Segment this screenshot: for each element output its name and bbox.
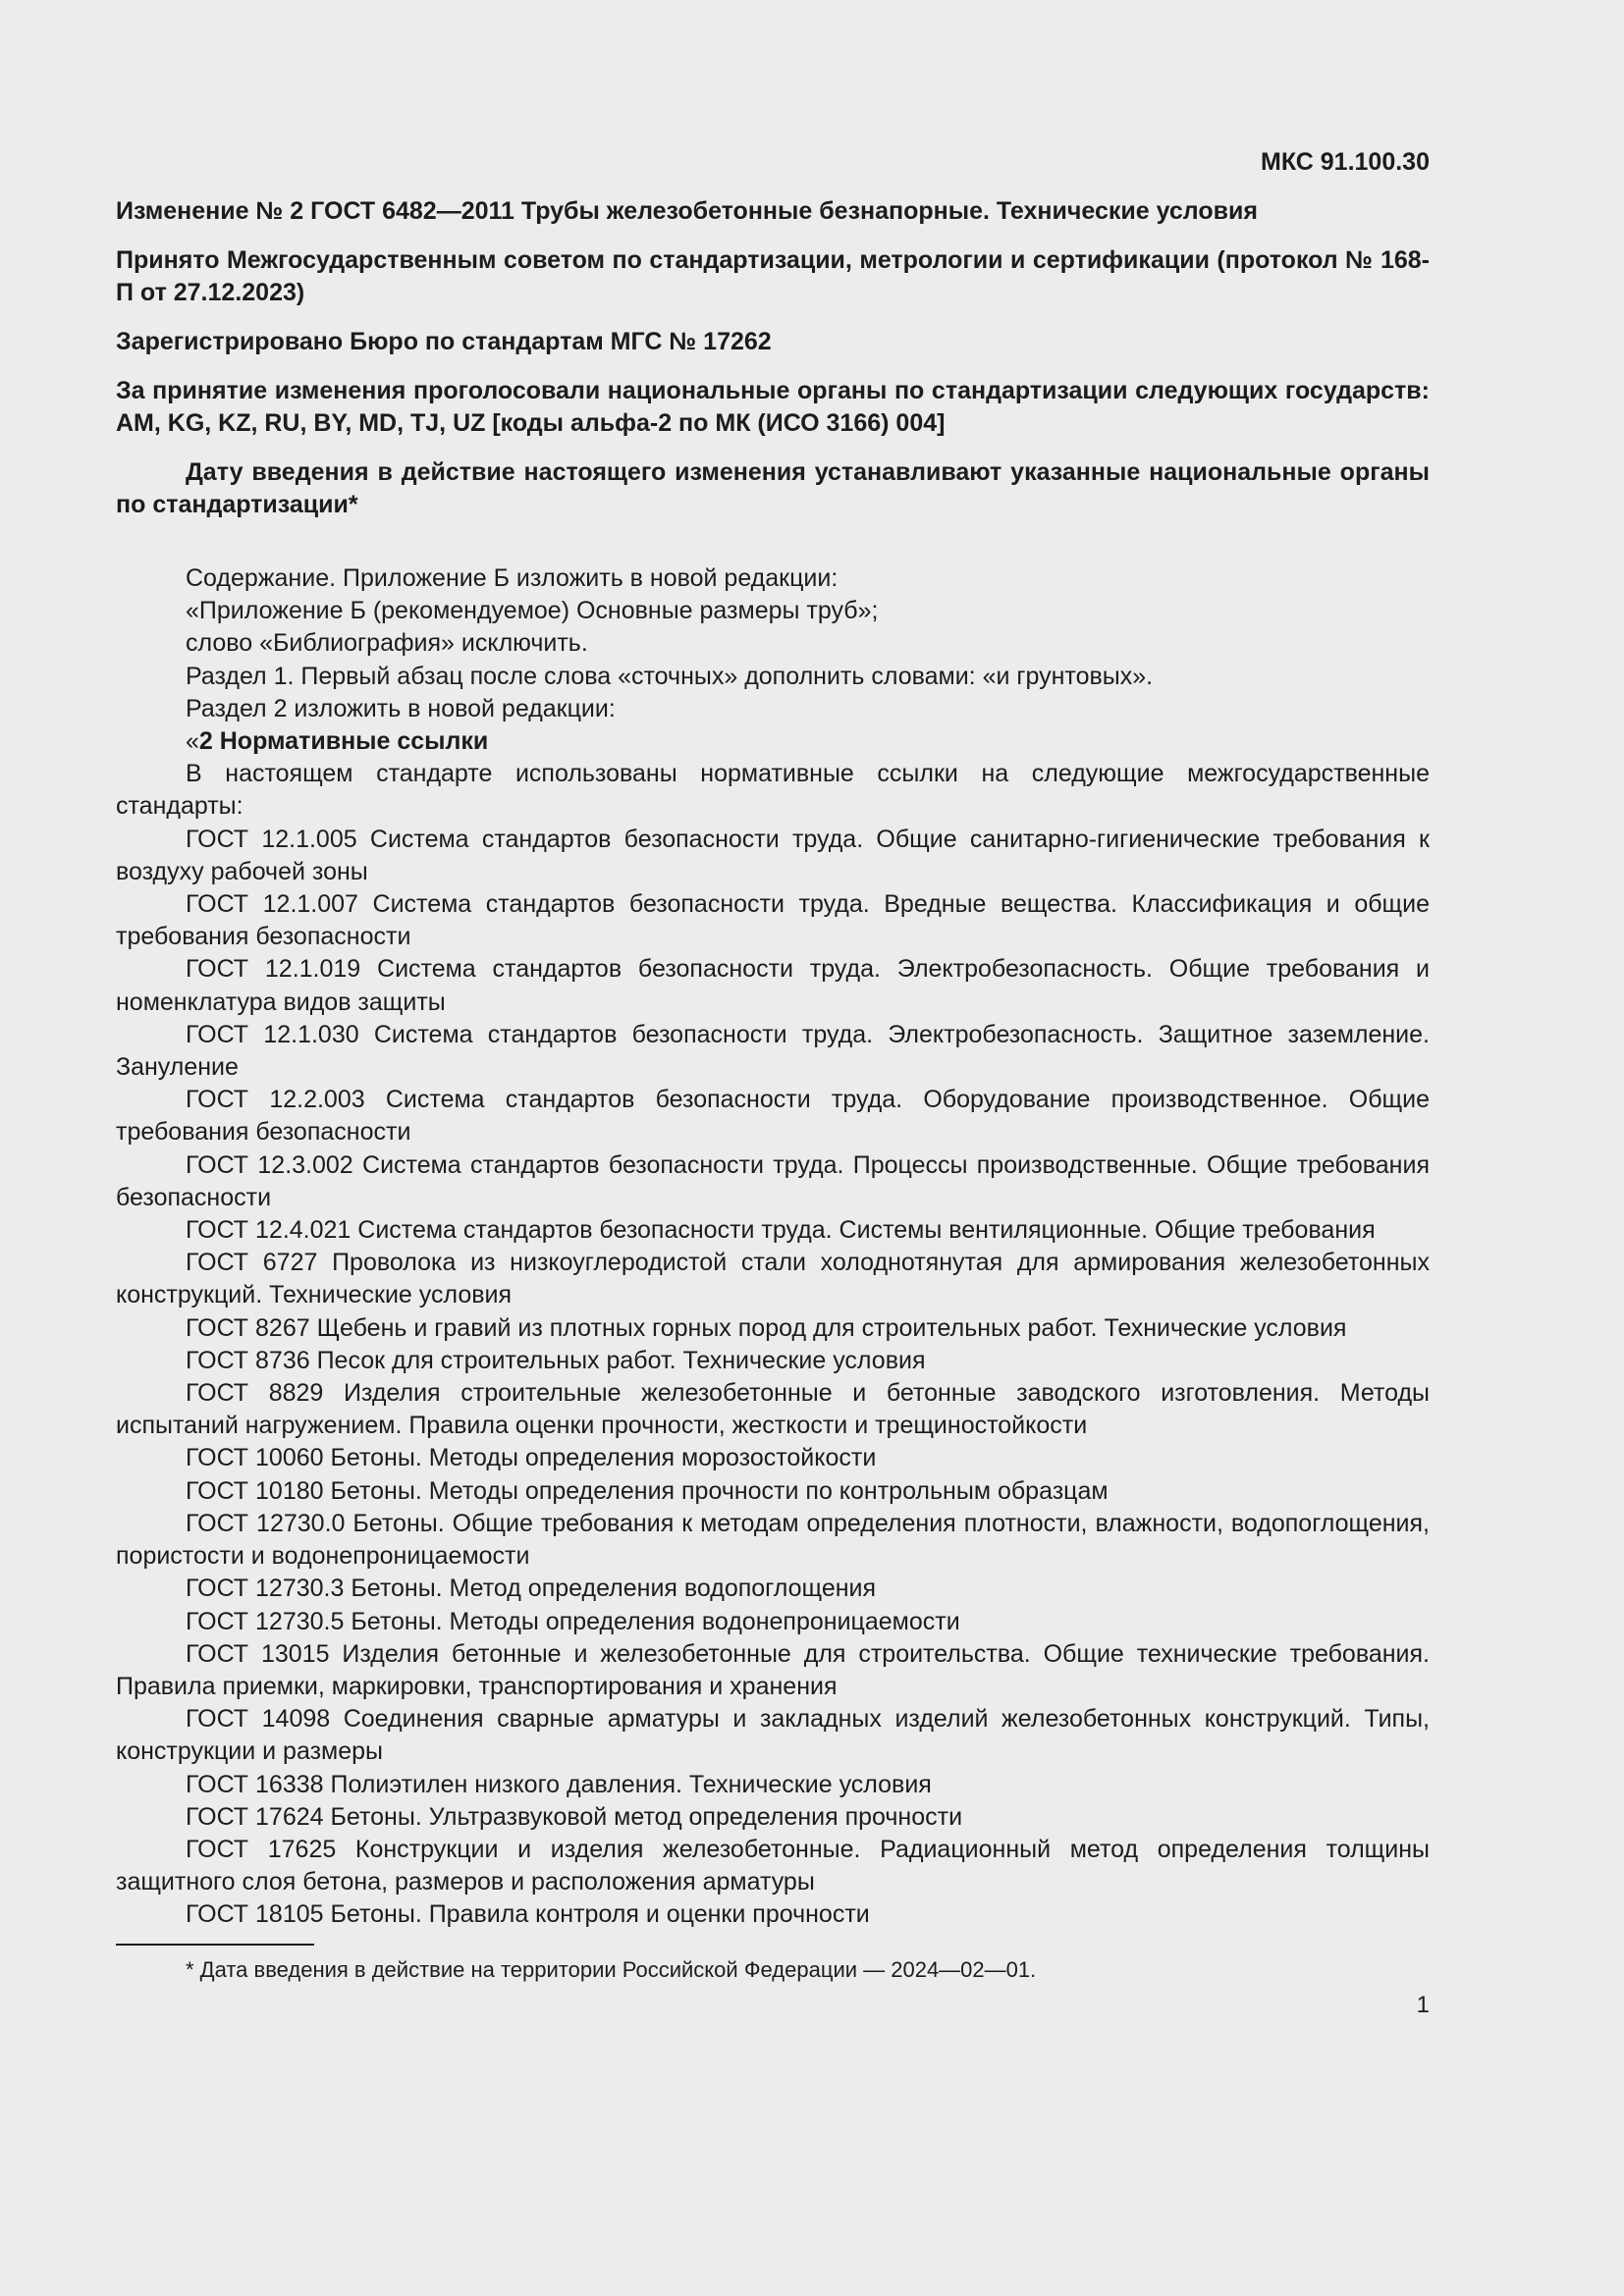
ref-item: ГОСТ 12.1.030 Система стандартов безопасности труда. Электробезопасность. Защитное заземление. Зануление (116, 1020, 1430, 1082)
bibliography-paragraph: слово «Библиография» исключить. (186, 629, 588, 658)
ref-item: ГОСТ 10180 Бетоны. Методы определения прочности по контрольным образцам (186, 1476, 1109, 1505)
ref-item: ГОСТ 10060 Бетоны. Методы определения морозостойкости (186, 1444, 877, 1472)
ref-item: ГОСТ 13015 Изделия бетонные и железобетонные для строительства. Общие технические требования. Правила приемки, маркировки, транспортирования и хранения (116, 1639, 1430, 1700)
ref-item: ГОСТ 12730.0 Бетоны. Общие требования к методам определения плотности, влажности, водопоглощения, пористости и водонепроницаемости (116, 1509, 1430, 1571)
ref-item: ГОСТ 16338 Полиэтилен низкого давления. Технические условия (186, 1770, 932, 1798)
section2-heading-paragraph (116, 725, 1430, 758)
section1-paragraph: Раздел 1. Первый абзац после слова «сточных» дополнить словами: «и грунтовых». (186, 662, 1154, 690)
effective-date-note: Дату введения в действие настоящего изменения устанавливают указанные национальные органы по стандартизации* (116, 458, 1430, 518)
ref-item: ГОСТ 8829 Изделия строительные железобетонные и бетонные заводского изготовления. Методы испытаний нагружением. Правила оценки прочности, жесткости и трещиностойкости (116, 1379, 1430, 1440)
section2-intro-paragraph: Раздел 2 изложить в новой редакции: (186, 694, 616, 722)
ref-item: ГОСТ 12.4.021 Система стандартов безопасности труда. Системы вентиляционные. Общие требования (186, 1216, 1376, 1245)
ref-item: ГОСТ 17625 Конструкции и изделия железобетонные. Радиационный метод определения толщины защитного слоя бетона, размеров и расположения арматуры (116, 1835, 1430, 1896)
footnote: * Дата введения в действие на территории Российской Федерации — 2024—02—01. (186, 1956, 1037, 1982)
ref-item: ГОСТ 12730.5 Бетоны. Методы определения водонепроницаемости (186, 1607, 960, 1635)
ref-item: ГОСТ 12.1.019 Система стандартов безопасности труда. Электробезопасность. Общие требования и номенклатура видов защиты (116, 955, 1430, 1016)
adopted-by: Принято Межгосударственным советом по стандартизации, метрологии и сертификации (протокол № 168-П от 27.12.2023) (116, 246, 1430, 306)
appendix-title-paragraph: «Приложение Б (рекомендуемое) Основные размеры труб»; (186, 597, 879, 625)
mks-code: МКС 91.100.30 (1261, 148, 1430, 176)
opening-quote: « (186, 727, 199, 756)
ref-item: ГОСТ 12.3.002 Система стандартов безопасности труда. Процессы производственные. Общие требования безопасности (116, 1150, 1430, 1211)
voted-countries: За принятие изменения проголосовали национальные органы по стандартизации следующих государств: AM, KG, KZ, RU, BY, MD, TJ, UZ [коды альфа-2 по МК (ИСО 3166) 004] (116, 377, 1430, 437)
ref-item: ГОСТ 8267 Щебень и гравий из плотных горных пород для строительных работ. Технические условия (186, 1313, 1347, 1342)
footnote-divider (116, 1944, 314, 1946)
registered-by: Зарегистрировано Бюро по стандартам МГС № 17262 (116, 328, 772, 355)
amendment-title: Изменение № 2 ГОСТ 6482—2011 Трубы железобетонные безнапорные. Технические условия (116, 197, 1258, 225)
ref-item: ГОСТ 12.1.005 Система стандартов безопасности труда. Общие санитарно-гигиенические требования к воздуху рабочей зоны (116, 825, 1430, 885)
ref-item: ГОСТ 17624 Бетоны. Ультразвуковой метод определения прочности (186, 1802, 963, 1831)
ref-item: ГОСТ 14098 Соединения сварные арматуры и закладных изделий железобетонных конструкций. Типы, конструкции и размеры (116, 1705, 1430, 1766)
ref-item: ГОСТ 8736 Песок для строительных работ. Технические условия (186, 1346, 926, 1374)
ref-item: ГОСТ 6727 Проволока из низкоуглеродистой стали холоднотянутая для армирования железобетонных конструкций. Технические условия (116, 1249, 1430, 1309)
ref-item: ГОСТ 18105 Бетоны. Правила контроля и оценки прочности (186, 1900, 870, 1929)
document-page (116, 145, 1430, 2020)
page-number: 1 (1416, 1991, 1430, 2018)
section2-heading: 2 Нормативные ссылки (198, 727, 489, 756)
ref-item: ГОСТ 12.1.007 Система стандартов безопасности труда. Вредные вещества. Классификация и общие требования безопасности (116, 890, 1430, 951)
ref-item: ГОСТ 12.2.003 Система стандартов безопасности труда. Оборудование производственное. Общие требования безопасности (116, 1086, 1430, 1147)
refs-intro-paragraph: В настоящем стандарте использованы нормативные ссылки на следующие межгосударственные стандарты: (116, 760, 1430, 821)
contents-paragraph: Содержание. Приложение Б изложить в новой редакции: (186, 564, 839, 592)
ref-item: ГОСТ 12730.3 Бетоны. Метод определения водопоглощения (186, 1575, 877, 1603)
amendment-body (116, 562, 1430, 1932)
